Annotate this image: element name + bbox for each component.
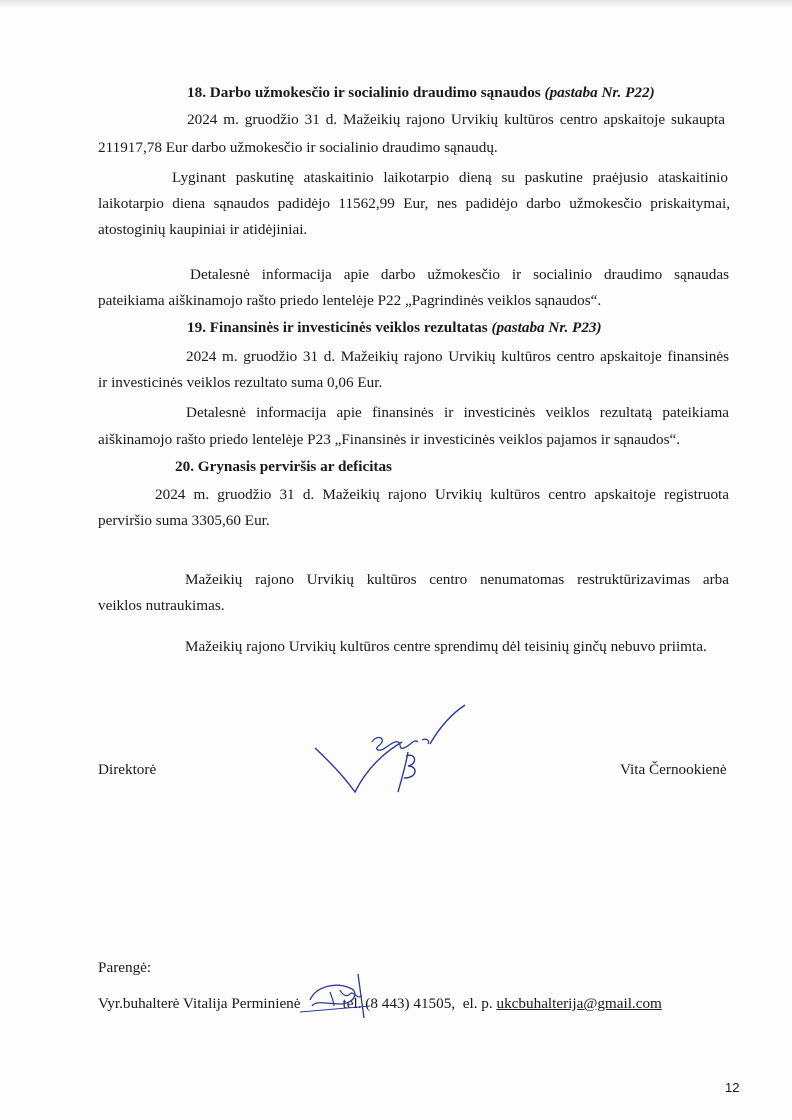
preparer-phone: tel. (8 443) 41505, [342, 995, 456, 1012]
section-18-p3-line1: Detalesnė informacija apie darbo užmokesčio ir socialinio draudimo sąnaudas [190, 266, 729, 283]
section-20-heading: 20. Grynasis perviršis ar deficitas [175, 458, 392, 475]
director-signature [310, 700, 480, 800]
prepared-label: Parengė: [98, 959, 152, 976]
section-19-p2-line2: aiškinamojo rašto priedo lentelėje P23 „Finansinės ir investicinės veiklos pajamos ir sąnaudos“. [98, 431, 681, 448]
section-18-p3-line2: pateikiama aiškinamojo rašto priedo lentelėje P22 „Pagrindinės veiklos sąnaudos“. [98, 292, 602, 309]
section-19-p1-line1: 2024 m. gruodžio 31 d. Mažeikių rajono Urvikių kultūros centro apskaitoje finansinės [186, 348, 729, 365]
restructuring-line2: veiklos nutraukimas. [98, 597, 225, 614]
accountant-signature [300, 970, 380, 1020]
disputes-statement: Mažeikių rajono Urvikių kultūros centre sprendimų dėl teisinių ginčų nebuvo priimta. [185, 638, 707, 655]
section-18-p2-line1: Lyginant paskutinę ataskaitinio laikotarpio dieną su paskutine praėjusio ataskaitinio [172, 169, 728, 186]
preparer-name: Vyr.buhalterė Vitalija Perminienė [98, 995, 301, 1012]
section-19-p2-line1: Detalesnė informacija apie finansinės ir investicinės veiklos rezultatą pateikiama [186, 404, 729, 421]
section-18-p1-line2: 211917,78 Eur darbo užmokesčio ir socialinio draudimo sąnaudų. [98, 139, 498, 156]
restructuring-line1: Mažeikių rajono Urvikių kultūros centro nenumatomas restruktūrizavimas arba [185, 571, 729, 588]
section-20-p1-line1: 2024 m. gruodžio 31 d. Mažeikių rajono Urvikių kultūros centro apskaitoje registruota [155, 486, 729, 503]
signatory-name: Vita Černookienė [620, 761, 727, 778]
scan-top-edge [0, 0, 792, 8]
page-number: 12 [725, 1080, 740, 1095]
section-18-p2-line2: laikotarpio diena sąnaudos padidėjo 11562,99 Eur, nes padidėjo darbo užmokesčio priskaitymai, [98, 195, 730, 212]
email-link[interactable]: ukcbuhalterija@gmail.com [496, 995, 662, 1012]
section-19-heading: 19. Finansinės ir investicinės veiklos rezultatas (pastaba Nr. P23) [187, 319, 602, 336]
section-19-p1-line2: ir investicinės veiklos rezultato suma 0,06 Eur. [98, 374, 383, 391]
email-prefix: el. p. [462, 995, 493, 1012]
signatory-role: Direktorė [98, 761, 157, 778]
section-18-p2-line3: atostoginių kaupiniai ir atidėjiniai. [98, 221, 308, 238]
section-18-p1-line1: 2024 m. gruodžio 31 d. Mažeikių rajono Urvikių kultūros centro apskaitoje sukaupta [187, 111, 725, 128]
section-18-heading: 18. Darbo užmokesčio ir socialinio draudimo sąnaudos (pastaba Nr. P22) [187, 84, 655, 101]
section-20-p1-line2: perviršio suma 3305,60 Eur. [98, 512, 270, 529]
